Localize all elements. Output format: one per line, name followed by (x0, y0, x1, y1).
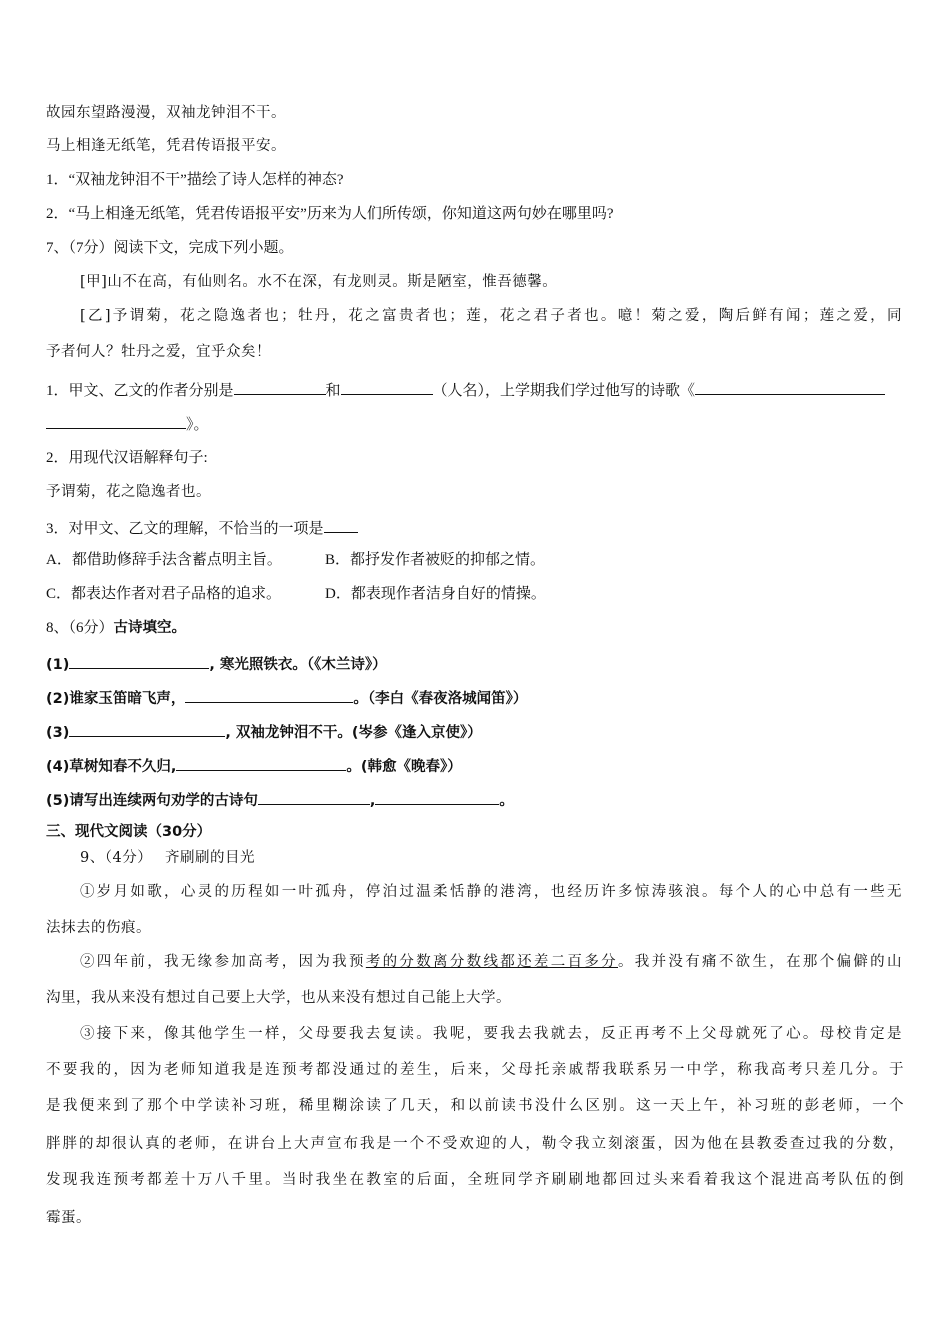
q7-sub1-text-b: 和 (325, 383, 341, 399)
q8-l3-blank[interactable] (69, 720, 225, 737)
para-3-line-3: 是我便来到了那个中学读补习班，稀里糊涂读了几天，和以前读书没什么区别。这一天上午，补习班的彭老师，一个 (46, 1098, 904, 1114)
q8-l1-text: , 寒光照铁衣。（《木兰诗》） (209, 657, 387, 673)
q8-l4-blank[interactable] (176, 754, 346, 771)
q8-l1-number: (1) (46, 657, 70, 673)
para-3-line-5: 发现我连预考都差十万八千里。当时我坐在教室的后面，全班同学齐刷刷地都回过头来看着我这个混进高考队伍的倒 (46, 1172, 904, 1188)
para-2-line-1 (80, 952, 902, 972)
q7-sub3-text: 3．对甲文、乙文的理解，不恰当的一项是 (46, 521, 324, 537)
q8-l5-end: 。 (499, 793, 514, 809)
q7-passage-jia: [甲]山不在高，有仙则名。水不在深，有龙则灵。斯是陋室，惟吾德馨。 (80, 274, 558, 290)
q7-passage-yi-line2: 予者何人？牡丹之爱，宜乎众矣！ (46, 344, 271, 360)
poem-line-2: 马上相逢无纸笔，凭君传语报平安。 (46, 138, 286, 154)
section-3-heading: 三、现代文阅读（30分） (46, 824, 212, 840)
q7-sub1-text-c: （人名），上学期我们学过他写的诗歌《 (432, 383, 696, 399)
q7-sub2: 2．用现代汉语解释句子: (46, 450, 208, 466)
q7-sub1-end: 》。 (186, 417, 209, 433)
author-jia-blank[interactable] (234, 378, 326, 395)
q8-line-4 (46, 754, 462, 777)
q8-l5-comma: , (369, 793, 376, 809)
q8-l2-text-b: 。（李白《春夜洛城闻笛》） (353, 691, 528, 707)
para-2-line-2: 沟里，我从来没有想过自己要上大学，也从来没有想过自己能上大学。 (46, 990, 511, 1006)
q7-sub1-text-a: 1．甲文、乙文的作者分别是 (46, 383, 234, 399)
q9-heading: 9、（4分） 齐刷刷的目光 (80, 850, 256, 866)
q8-l5-text-a: (5)请写出连续两句劝学的古诗句 (46, 793, 258, 809)
q8-heading-title: 古诗填空。 (113, 620, 187, 636)
poem-title-blank[interactable] (695, 378, 885, 395)
q8-l4-text-b: 。(韩愈《晚春》） (346, 759, 462, 775)
para-1-line-2: 法抹去的伤痕。 (46, 920, 151, 936)
para-2-text-b: 。我并没有痛不欲生，在那个偏僻的山 (618, 954, 902, 970)
q8-line-3 (46, 720, 482, 743)
q7-sub1-cont (46, 412, 209, 435)
q7-sub3 (46, 516, 358, 539)
para-3-line-2: 不要我的，因为老师知道我是连预考都没通过的差生，后来，父母托亲戚帮我联系另一中学，称我高考只差几分。于 (46, 1062, 904, 1078)
q7-sub2-sentence: 予谓菊，花之隐逸者也。 (46, 484, 211, 500)
answer-blank[interactable] (324, 516, 358, 533)
q8-l3-number: (3) (46, 725, 70, 741)
q7-sub1 (46, 378, 885, 401)
author-yi-blank[interactable] (341, 378, 433, 395)
poem-question-2: 2．“马上相逢无纸笔，凭君传语报平安”历来为人们所传颂，你知道这两句妙在哪里吗? (46, 206, 614, 222)
q8-l4-text-a: (4)草树知春不久归, (46, 759, 177, 775)
q8-heading (46, 618, 186, 638)
poem-line-1: 故园东望路漫漫，双袖龙钟泪不干。 (46, 105, 286, 121)
option-a: A．都借助修辞手法含蓄点明主旨。 (46, 552, 282, 568)
para-2-underlined: 考的分数离分数线都还差二百多分 (365, 954, 618, 970)
q7-passage-yi-line1: [乙]予谓菊，花之隐逸者也；牡丹，花之富贵者也；莲，花之君子者也。噫！菊之爱，陶后鲜有闻；莲之爱，同 (80, 308, 902, 324)
q8-l2-text-a: (2)谁家玉笛暗飞声， (46, 691, 186, 707)
poem-title-blank-cont[interactable] (46, 412, 186, 429)
q8-heading-number: 8、（6分） (46, 620, 114, 636)
q8-l5-blank-1[interactable] (258, 788, 370, 805)
para-2-text-a: ②四年前，我无缘参加高考，因为我预 (80, 954, 366, 970)
para-3-line-4: 胖胖的却很认真的老师，在讲台上大声宣布我是一个不受欢迎的人，勒令我立刻滚蛋，因为他在县教委查过我的分数， (46, 1136, 904, 1152)
q8-line-5 (46, 788, 514, 811)
q7-heading: 7、（7分）阅读下文，完成下列小题。 (46, 240, 294, 256)
option-b: B．都抒发作者被贬的抑郁之情。 (325, 552, 546, 568)
q8-line-1 (46, 652, 387, 675)
q8-line-2 (46, 686, 527, 709)
para-1-line-1: ①岁月如歌，心灵的历程如一叶孤舟，停泊过温柔恬静的港湾，也经历许多惊涛骇浪。每个人的心中总有一些无 (80, 884, 902, 900)
option-c: C．都表达作者对君子品格的追求。 (46, 586, 282, 602)
q8-l3-text: , 双袖龙钟泪不干。(岑参《逢入京使》） (225, 725, 482, 741)
q8-l5-blank-2[interactable] (375, 788, 499, 805)
para-3-line-6: 霉蛋。 (46, 1210, 91, 1226)
poem-question-1: 1．“双袖龙钟泪不干”描绘了诗人怎样的神态? (46, 172, 344, 188)
q8-l1-blank[interactable] (69, 652, 209, 669)
option-d: D．都表现作者洁身自好的情操。 (325, 586, 546, 602)
para-3-line-1: ③接下来，像其他学生一样，父母要我去复读。我呢，要我去我就去，反正再考不上父母就死了心。母校肯定是 (80, 1026, 902, 1042)
q8-l2-blank[interactable] (185, 686, 353, 703)
